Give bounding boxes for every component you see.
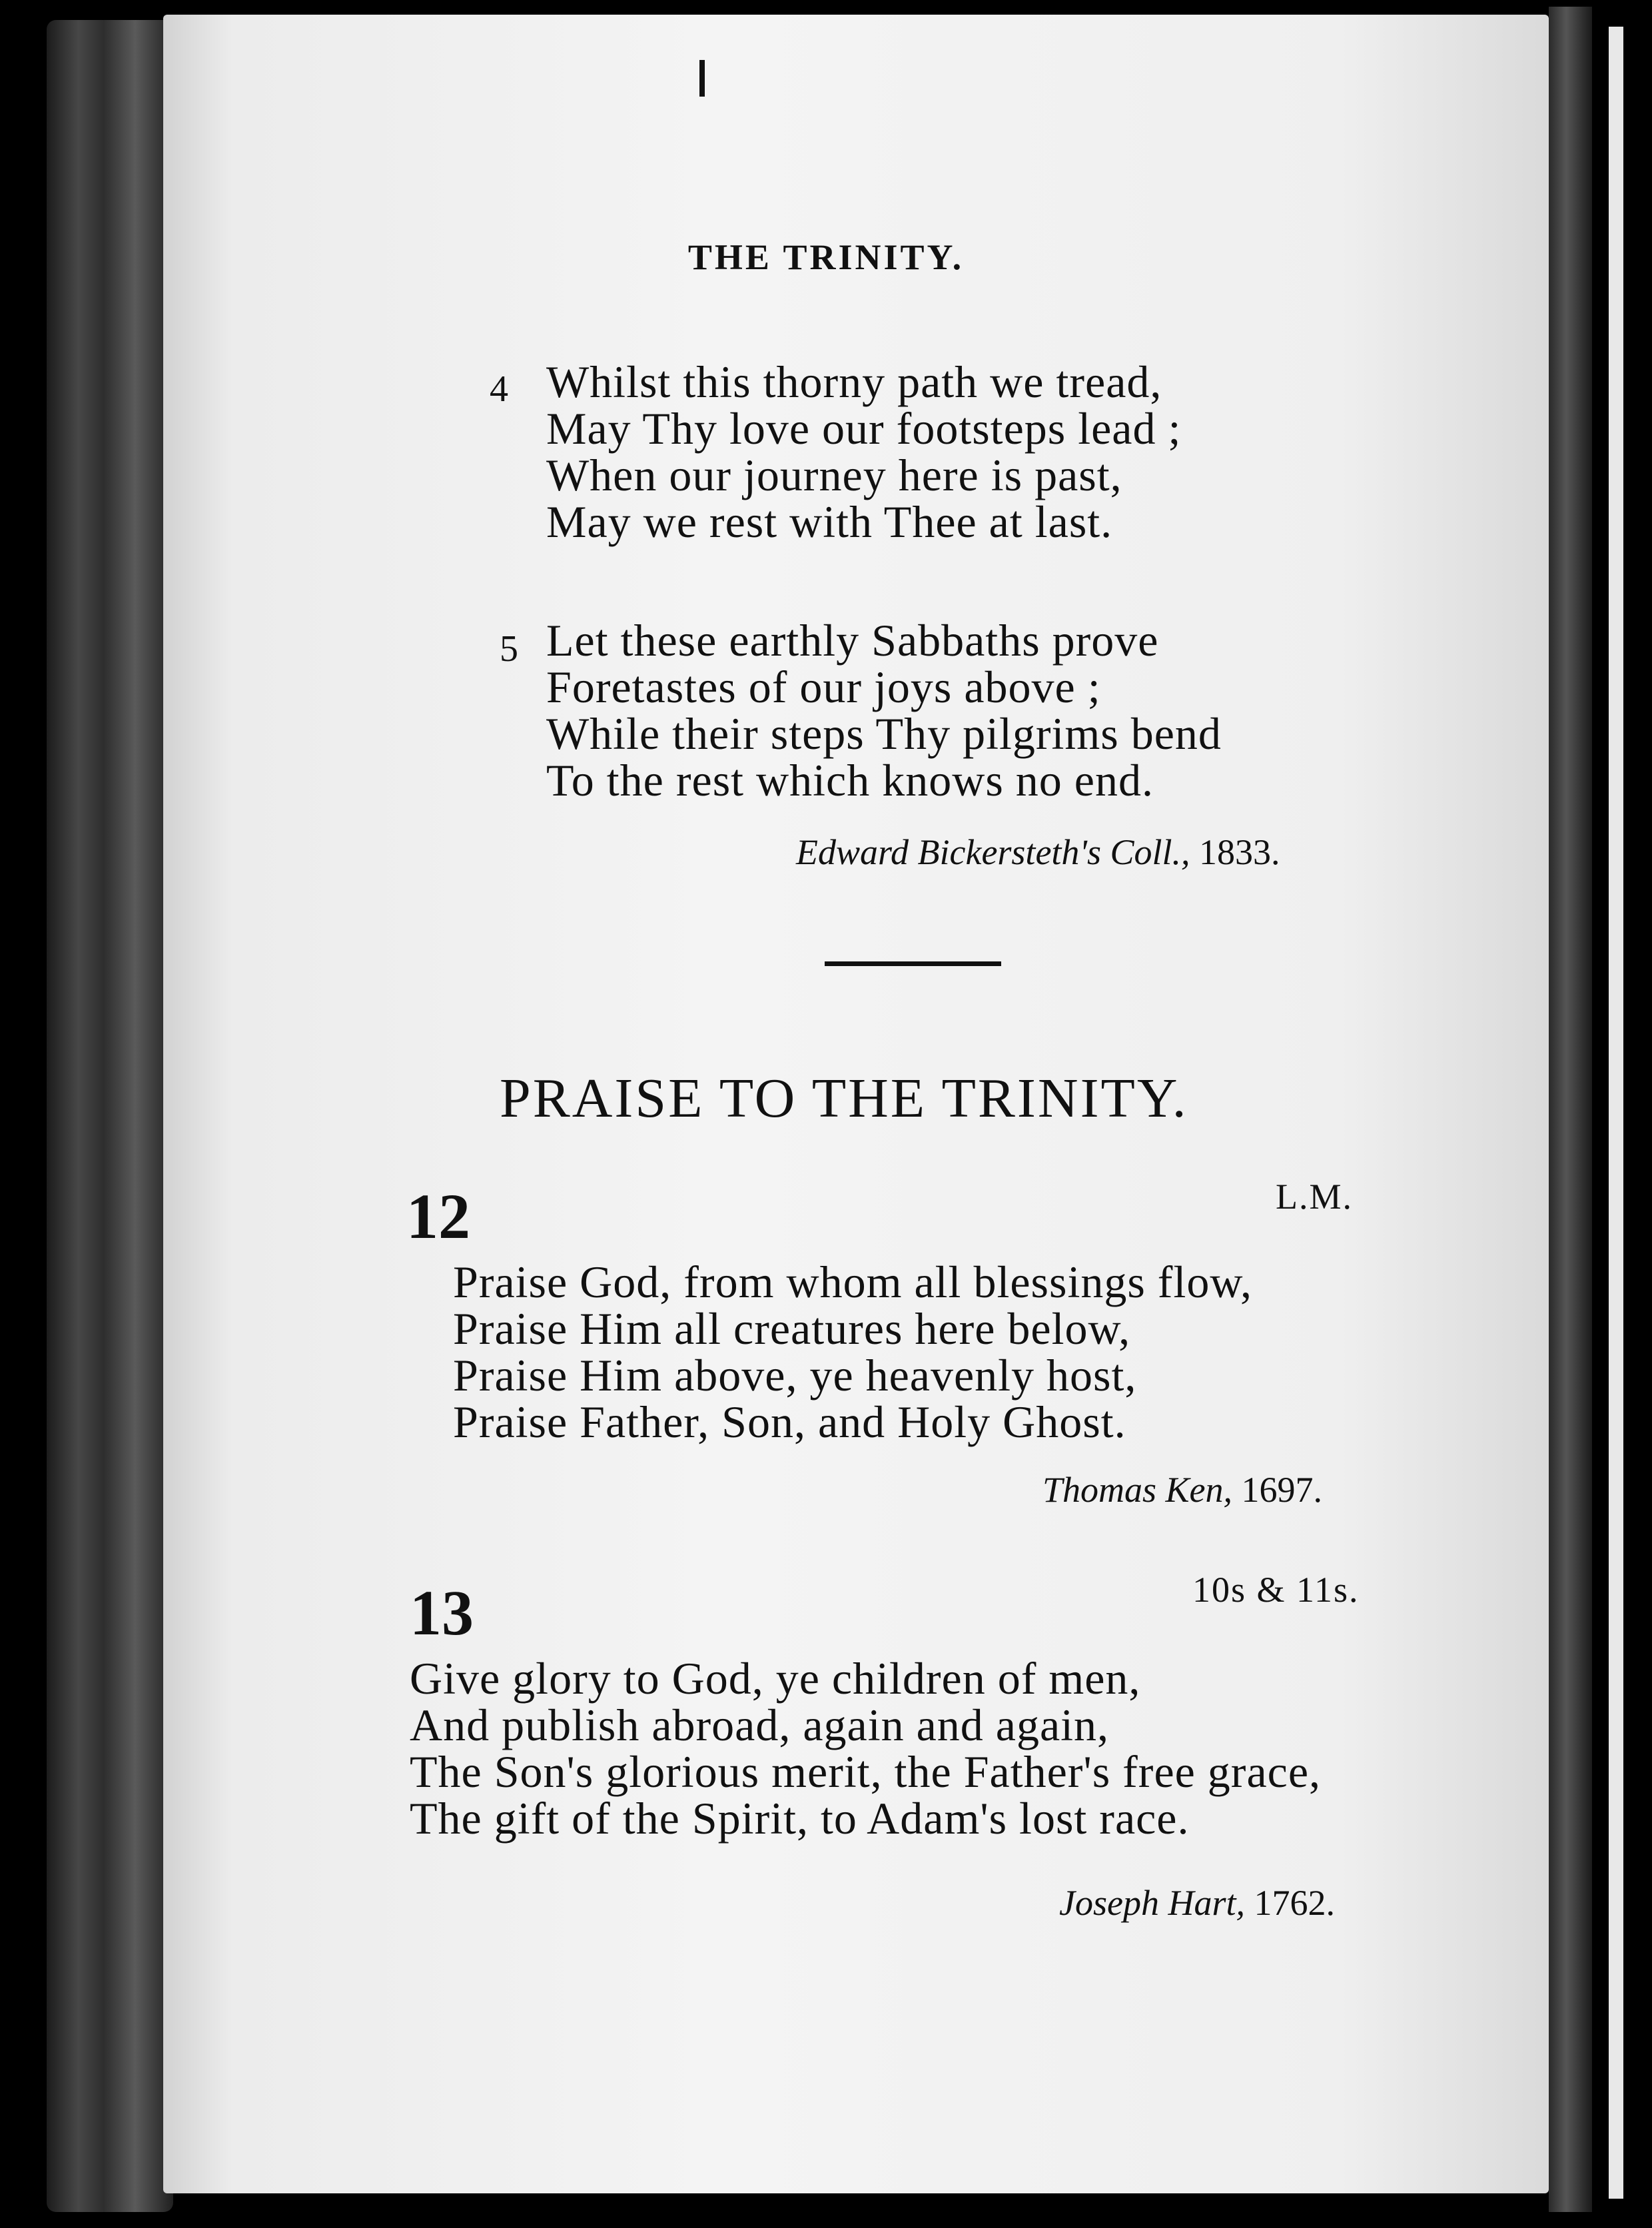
year: 1833.: [1199, 832, 1280, 872]
verse-line: While their steps Thy pilgrims bend: [546, 708, 1222, 759]
hymn-line: The gift of the Spirit, to Adam's lost race.: [410, 1793, 1190, 1844]
verse-line: May we rest with Thee at last.: [546, 496, 1113, 547]
hymn-line: Praise Father, Son, and Holy Ghost.: [453, 1396, 1126, 1447]
hymn-line: Praise God, from whom all blessings flow,: [453, 1257, 1253, 1307]
hymn-line: Praise Him above, ye heavenly host,: [453, 1350, 1137, 1400]
verse-line: May Thy love our footsteps lead ;: [546, 403, 1182, 454]
year: 1762.: [1254, 1883, 1335, 1923]
author: Edward Bickersteth's Coll.,: [796, 832, 1190, 872]
section-divider: [825, 961, 1001, 966]
hymn-number: 12: [406, 1181, 470, 1252]
next-page-strip: [1609, 27, 1623, 2199]
hymn-attribution: [1042, 1469, 1322, 1510]
verse-number: 4: [490, 368, 508, 410]
running-head: THE TRINITY.: [687, 237, 965, 277]
author: Thomas Ken,: [1042, 1470, 1233, 1510]
verse-line: To the rest which knows no end.: [546, 755, 1154, 806]
author: Joseph Hart,: [1059, 1883, 1245, 1923]
right-page-edge: [1549, 7, 1592, 2212]
verse-line: Foretastes of our joys above ;: [546, 662, 1101, 712]
hymn-attribution: [1059, 1882, 1335, 1924]
hymn-line: And publish abroad, again and again,: [410, 1700, 1110, 1750]
ink-mark: [699, 60, 705, 97]
section-title: PRAISE TO THE TRINITY.: [500, 1067, 1188, 1129]
verse-line: When our journey here is past,: [546, 450, 1122, 500]
hymn-meter: L.M.: [1276, 1177, 1353, 1217]
hymn-line: Give glory to God, ye children of men,: [410, 1653, 1141, 1704]
verse-number: 5: [500, 628, 518, 670]
hymn-number: 13: [410, 1577, 474, 1648]
hymn-line: Praise Him all creatures here below,: [453, 1303, 1131, 1354]
hymn-meter: 10s & 11s.: [1192, 1570, 1360, 1610]
year: 1697.: [1241, 1470, 1323, 1510]
hymn-attribution: [796, 832, 1280, 873]
verse-line: Whilst this thorny path we tread,: [546, 356, 1162, 407]
verse-line: Let these earthly Sabbaths prove: [546, 615, 1159, 666]
book-spine: [47, 20, 173, 2212]
hymn-line: The Son's glorious merit, the Father's free grace,: [410, 1746, 1321, 1797]
